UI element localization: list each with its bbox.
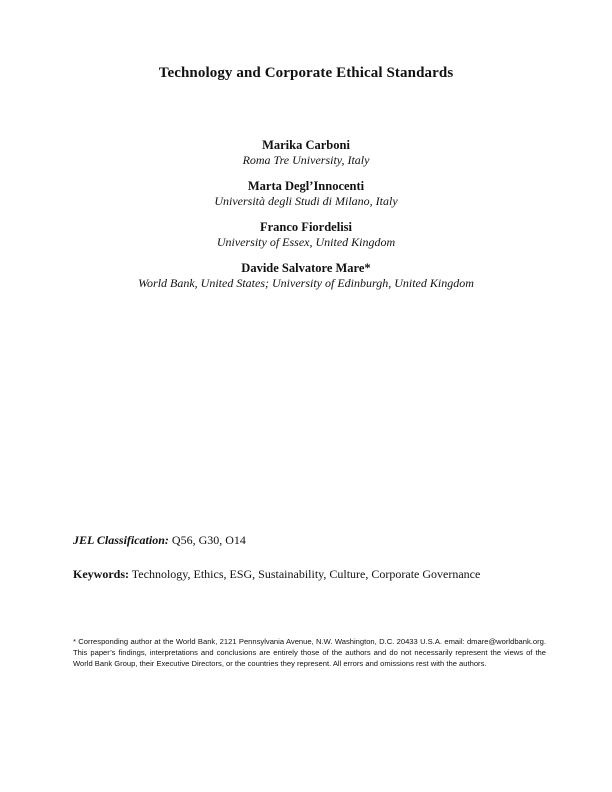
author-name: Marika Carboni (262, 138, 350, 152)
keywords-value: Technology, Ethics, ESG, Sustainability, Culture, Corporate Governance (131, 567, 481, 581)
author-name: Franco Fiordelisi (260, 220, 352, 234)
keywords-label: Keywords: (73, 567, 129, 581)
author-block (0, 178, 612, 209)
jel-label: JEL Classification: (73, 533, 169, 547)
author-block (0, 260, 612, 291)
jel-value: Q56, G30, O14 (171, 533, 246, 547)
author-affiliation: World Bank, United States; University of Edinburgh, United Kingdom (138, 276, 474, 290)
author-affiliation: Roma Tre University, Italy (242, 153, 370, 167)
author-name: Marta Degl’Innocenti (247, 179, 365, 193)
author-list (0, 137, 612, 301)
author-block (0, 137, 612, 168)
author-affiliation: Università degli Studi di Milano, Italy (214, 194, 398, 208)
corresponding-author-footnote: * Corresponding author at the World Bank, 2121 Pennsylvania Avenue, N.W. Washington, D.C. 20433 U.S.A. email: dmare@worldbank.org. This paper’s findings, interpretations and conclusions are entirely those of the authors and do not necessarily represent the views of the World Bank Group, their Executive Directors, or the countries they represent. All errors and omissions rest with the authors. (73, 637, 546, 669)
keywords (73, 566, 480, 582)
author-block (0, 219, 612, 250)
paper-title: Technology and Corporate Ethical Standards (158, 65, 454, 81)
jel-classification (73, 532, 246, 548)
author-name: Davide Salvatore Mare* (241, 261, 371, 275)
author-affiliation: University of Essex, United Kingdom (216, 235, 396, 249)
